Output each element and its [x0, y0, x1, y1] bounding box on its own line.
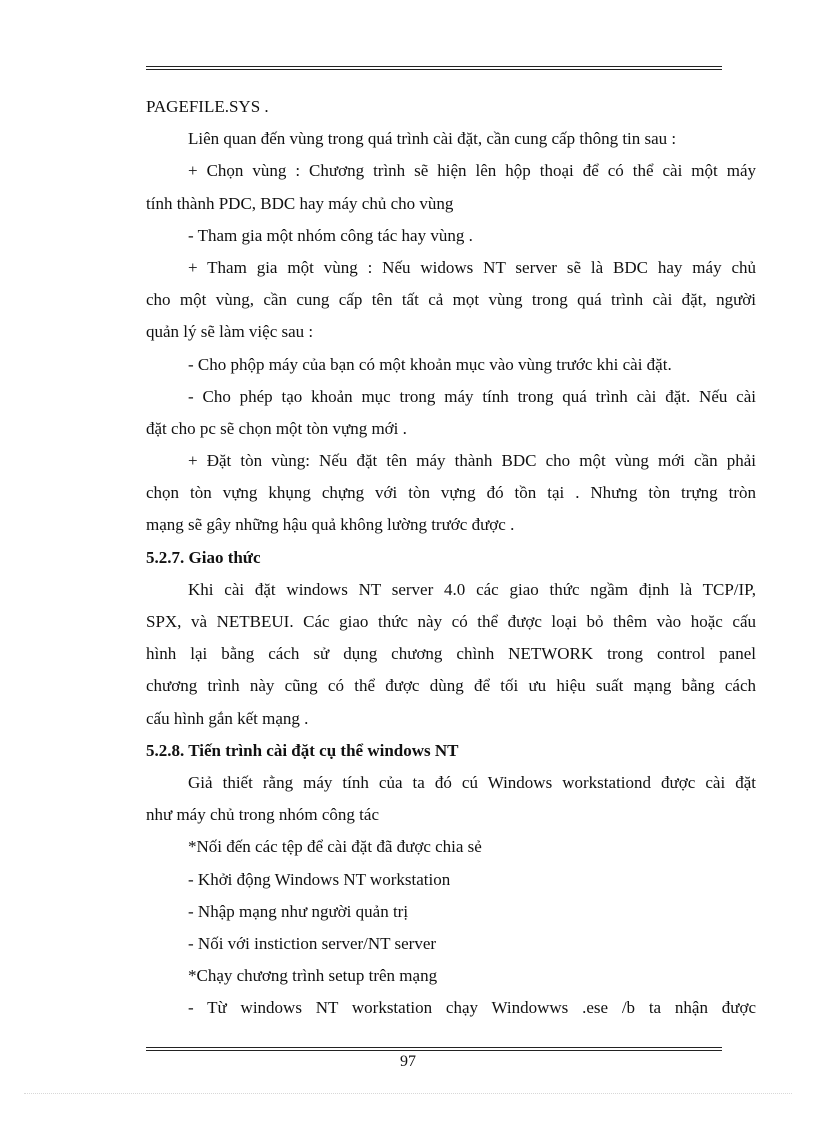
text-line: - Cho phép tạo khoản mục trong máy tính trong quá trình cài đặt. Nếu cài — [188, 386, 756, 406]
text-line: Liên quan đến vùng trong quá trình cài đặt, cần cung cấp thông tin sau : — [188, 129, 677, 149]
section-heading: 5.2.7. Giao thức — [146, 547, 261, 567]
text-line: tính thành PDC, BDC hay máy chủ cho vùng — [146, 193, 454, 213]
text-line: - Nhập mạng như người quản trị — [188, 901, 409, 921]
page-number: 97 — [400, 1053, 416, 1070]
text-line: - Từ windows NT workstation chạy Windowws .ese /b ta nhận được — [188, 998, 756, 1018]
footer-rule — [146, 1047, 722, 1051]
page-edge-divider — [24, 1093, 792, 1094]
text-line: Khi cài đặt windows NT server 4.0 các giao thức ngầm định là TCP/IP, — [188, 579, 756, 599]
text-line: chọn tòn vựng khụng chựng với tòn vựng đó tồn tại . Nhưng tòn trựng tròn — [146, 483, 756, 503]
text-line: - Tham gia một nhóm công tác hay vùng . — [188, 225, 473, 245]
text-line: cấu hình gắn kết mạng . — [146, 708, 309, 728]
text-line: mạng sẽ gây những hậu quả không lường trước được . — [146, 515, 515, 535]
text-line: chương trình này cũng có thể được dùng để tối ưu hiệu suất mạng bằng cách — [146, 676, 756, 696]
text-line: - Khởi động Windows NT workstation — [188, 869, 451, 889]
text-line: - Nối với instiction server/NT server — [188, 933, 437, 953]
text-line: cho một vùng, cần cung cấp tên tất cả mọt vùng trong quá trình cài đặt, người — [146, 290, 756, 310]
header-rule — [146, 66, 722, 70]
text-line: + Tham gia một vùng : Nếu widows NT server sẽ là BDC hay máy chủ — [188, 257, 756, 277]
text-line: + Đặt tòn vùng: Nếu đặt tên máy thành BDC cho một vùng mới cần phải — [188, 451, 756, 471]
text-line: PAGEFILE.SYS . — [146, 97, 269, 116]
text-line: hình lại bằng cách sử dụng chương chình NETWORK trong control panel — [146, 644, 756, 664]
text-line: *Nối đến các tệp để cài đặt đã được chia sẻ — [188, 837, 482, 857]
section-heading: 5.2.8. Tiến trình cài đặt cụ thể windows NT — [146, 740, 459, 760]
text-line: như máy chủ trong nhóm công tác — [146, 805, 379, 825]
text-line: quản lý sẽ làm việc sau : — [146, 322, 314, 342]
document-body — [146, 91, 756, 1024]
text-line: + Chọn vùng : Chương trình sẽ hiện lên hộp thoại để có thể cài một máy — [188, 161, 756, 181]
text-line: SPX, và NETBEUI. Các giao thức này có thể được loại bỏ thêm vào hoặc cấu — [146, 612, 756, 631]
text-line: đặt cho pc sẽ chọn một tòn vựng mới . — [146, 418, 407, 438]
text-line: - Cho phộp máy của bạn có một khoản mục vào vùng trước khi cài đặt. — [188, 354, 672, 374]
text-line: *Chạy chương trình setup trên mạng — [188, 966, 438, 986]
text-line: Giả thiết rằng máy tính của ta đó cú Windows workstationd được cài đặt — [188, 772, 756, 792]
